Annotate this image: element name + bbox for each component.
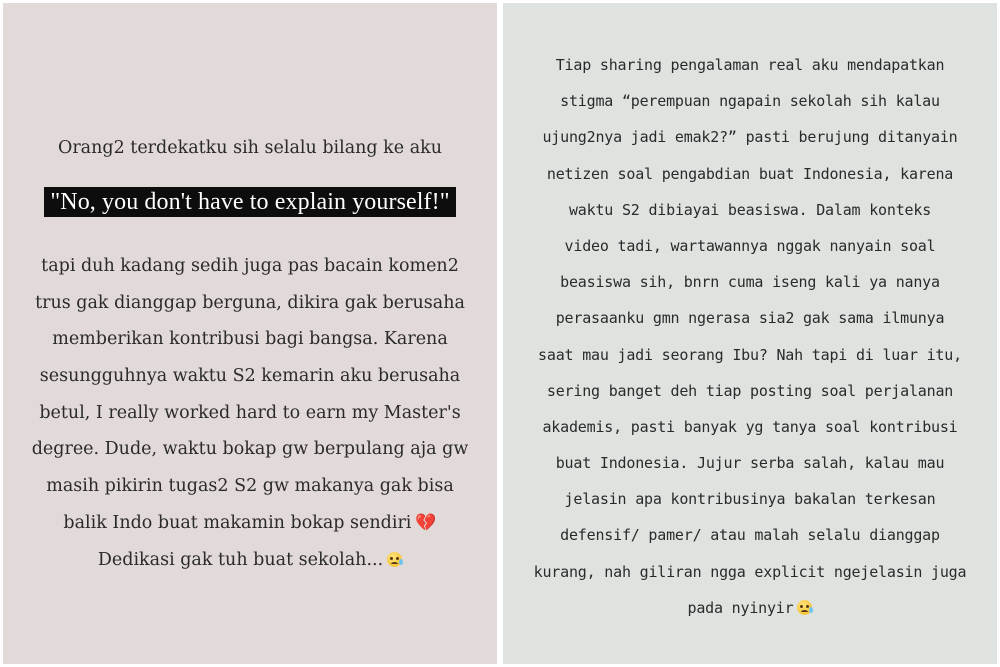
text-line-content: perasaanku gmn ngerasa sia2 gak sama ilmunya bbox=[555, 309, 945, 328]
crying-face-icon bbox=[797, 600, 812, 615]
text-line-content: tapi duh kadang sedih juga pas bacain komen2 bbox=[41, 256, 459, 276]
text-line-content: defensif/ pamer/ atau malah selalu dianggap bbox=[560, 526, 940, 545]
text-line-content: Dedikasi gak tuh buat sekolah... bbox=[97, 549, 384, 570]
text-line-content: kurang, nah giliran ngga explicit ngejelasin juga bbox=[533, 562, 967, 581]
text-line-content: betul, I really worked hard to earn my Master's bbox=[39, 402, 461, 423]
intro-text: Orang2 terdekatku sih selalu bilang ke aku bbox=[57, 138, 443, 158]
text-line-content: beasiswa sih, bnrn cuma iseng kali ya nanya bbox=[560, 273, 940, 292]
text-line bbox=[3, 321, 497, 358]
text-line-content: waktu S2 dibiayai beasiswa. Dalam konteks bbox=[568, 200, 932, 219]
text-line bbox=[3, 505, 497, 542]
text-line-content: pada nyinyir bbox=[687, 598, 794, 617]
text-line-content: jelasin apa kontribusinya bakalan terkesan bbox=[564, 490, 936, 509]
left-body-text bbox=[3, 248, 497, 578]
text-line bbox=[3, 358, 497, 395]
text-line-content: buat Indonesia. Jujur serba salah, kalau mau bbox=[555, 454, 945, 473]
text-line bbox=[503, 445, 997, 481]
text-line bbox=[503, 47, 997, 83]
text-line bbox=[503, 119, 997, 155]
text-line-content: video tadi, wartawannya nggak nanyain soal bbox=[564, 236, 936, 255]
text-line bbox=[3, 285, 497, 322]
right-story-panel bbox=[503, 3, 997, 664]
text-line bbox=[503, 554, 997, 590]
text-line-content: sesungguhnya waktu S2 kemarin aku berusaha bbox=[39, 366, 461, 387]
text-line bbox=[503, 83, 997, 119]
text-line bbox=[503, 517, 997, 553]
tear-drop-icon bbox=[809, 607, 813, 613]
text-line bbox=[503, 373, 997, 409]
text-line-content: degree. Dude, waktu bokap gw berpulang aja gw bbox=[31, 439, 469, 460]
text-line-content: akademis, pasti banyak yg tanya soal kontribusi bbox=[542, 417, 958, 436]
highlighted-quote: "No, you don't have to explain yourself!" bbox=[44, 187, 455, 217]
text-line-content: saat mau jadi seorang Ibu? Nah tapi di luar itu, bbox=[538, 345, 962, 364]
quote-wrapper bbox=[3, 187, 497, 217]
text-line-content: ujung2nya jadi emak2?” pasti berujung ditanyain bbox=[542, 128, 958, 147]
tear-drop-icon bbox=[399, 559, 403, 565]
text-line-content: stigma “perempuan ngapain sekolah sih kalau bbox=[560, 92, 940, 111]
text-line bbox=[3, 542, 497, 579]
crying-face-icon bbox=[387, 552, 402, 567]
text-line bbox=[503, 156, 997, 192]
text-line bbox=[503, 337, 997, 373]
text-line bbox=[3, 431, 497, 468]
text-line bbox=[3, 248, 497, 285]
left-story-panel bbox=[3, 3, 497, 664]
right-body-text bbox=[503, 47, 997, 626]
text-line-content: trus gak dianggap berguna, dikira gak berusaha bbox=[35, 292, 465, 313]
broken-heart-icon: 💔 bbox=[415, 512, 437, 533]
text-line bbox=[503, 264, 997, 300]
text-line-content: sering banget deh tiap posting soal perjalanan bbox=[546, 381, 954, 400]
text-line bbox=[503, 409, 997, 445]
text-line bbox=[503, 228, 997, 264]
text-line-content: balik Indo buat makamin bokap sendiri bbox=[63, 512, 412, 533]
text-line bbox=[3, 395, 497, 432]
text-line-content: Tiap sharing pengalaman real aku mendapatkan bbox=[555, 56, 945, 74]
text-line bbox=[503, 300, 997, 336]
text-line bbox=[503, 481, 997, 517]
text-line bbox=[503, 590, 997, 626]
text-line bbox=[3, 468, 497, 505]
text-line-content: netizen soal pengabdian buat Indonesia, karena bbox=[546, 164, 954, 183]
text-line-content: masih pikirin tugas2 S2 gw makanya gak bisa bbox=[46, 476, 454, 497]
text-line bbox=[503, 192, 997, 228]
text-line-content: memberikan kontribusi bagi bangsa. Karena bbox=[52, 329, 448, 350]
